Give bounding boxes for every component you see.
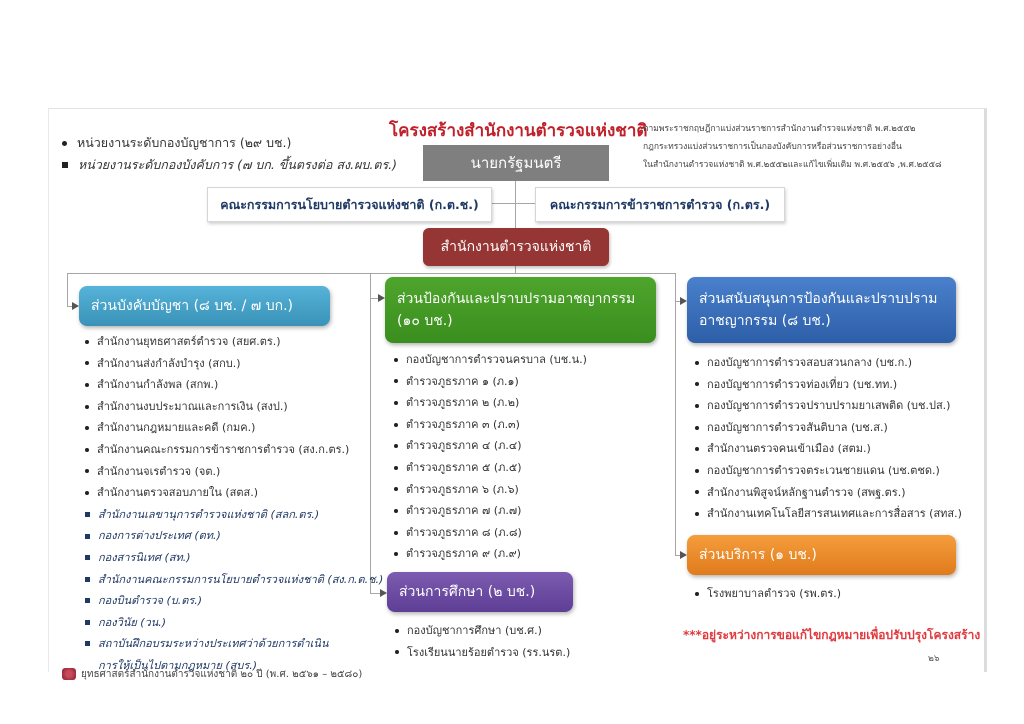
bullet-icon	[85, 448, 89, 452]
bullet-icon	[695, 426, 699, 430]
division-service-header	[687, 535, 956, 575]
command-units-list	[85, 331, 384, 677]
list-item	[85, 547, 370, 569]
list-item-text: กองบัญชาการตำรวจสอบสวนกลาง (บช.ก.)	[707, 356, 913, 369]
list-item	[85, 331, 370, 353]
list-item-text: ตำรวจภูธรภาค ๑ (ภ.๑)	[406, 374, 519, 388]
list-item	[695, 460, 962, 482]
arrow-to-prevention	[378, 294, 385, 302]
legend-item-bch	[62, 132, 397, 154]
restructure-note: ***อยู่ระหว่างการขอแก้ไขกฎหมายเพื่อปรับปรุงโครงสร้าง	[683, 628, 981, 642]
prime-minister-box: นายกรัฐมนตรี	[423, 145, 609, 181]
list-item-text: สำนักงานส่งกำลังบำรุง (สกบ.)	[97, 356, 241, 370]
square-bullet-icon	[85, 512, 90, 517]
division-title: ส่วนบังคับบัญชา (๘ บช. / ๗ บก.)	[91, 298, 294, 314]
bullet-icon	[395, 629, 399, 633]
division-title-line1: ส่วนป้องกันและปราบปรามอาชญากรรม	[397, 291, 636, 307]
legal-line: กฎกระทรวงแบ่งส่วนราชการเป็นกองบังคับการหรือส่วนราชการอย่างอื่น	[643, 142, 902, 152]
division-title-line2: อาชญากรรม (๘ บช.)	[699, 313, 831, 329]
list-item	[85, 353, 370, 375]
bullet-icon	[85, 405, 89, 409]
list-item-text: กองการต่างประเทศ (ตท.)	[98, 529, 221, 543]
list-item-text: สำนักงานตรวจสอบภายใน (สตส.)	[97, 486, 259, 500]
civil-service-commission-box: คณะกรรมการข้าราชการตำรวจ (ก.ตร.)	[535, 187, 785, 222]
list-item-text: สำนักงานกฎหมายและคดี (กมค.)	[97, 421, 256, 435]
bullet-icon	[695, 382, 699, 386]
bullet-icon	[85, 469, 89, 473]
square-bullet-icon	[85, 641, 90, 646]
list-item	[695, 503, 962, 525]
list-item-text: กองวินัย (วน.)	[98, 615, 167, 629]
education-units-list	[395, 620, 570, 663]
list-item	[394, 349, 587, 371]
bullet-icon	[394, 379, 398, 383]
list-item-text: ตำรวจภูธรภาค ๖ (ภ.๖)	[406, 482, 519, 496]
page-number: ๒๖	[928, 654, 940, 664]
footer-text: ยุทธศาสตร์สำนักงานตำรวจแห่งชาติ ๒๐ ปี (พ.ศ. ๒๕๖๑ – ๒๕๘๐)	[81, 668, 363, 680]
square-bullet-icon	[85, 577, 90, 582]
bullet-icon	[394, 531, 398, 535]
list-item	[394, 435, 587, 457]
connector-mid-stub2	[370, 593, 380, 594]
list-item-text: กองบินตำรวจ (บ.ตร.)	[98, 594, 203, 608]
connector-right-vertical	[675, 273, 676, 555]
bullet-icon	[395, 650, 399, 654]
square-bullet-icon	[85, 555, 90, 560]
list-item-text: กองบัญชาการศึกษา (บช.ศ.)	[407, 624, 542, 637]
list-item	[695, 352, 962, 374]
division-title-line1: ส่วนสนับสนุนการป้องกันและปราบปราม	[699, 291, 938, 307]
arrow-to-education	[380, 589, 387, 597]
connector-committees	[490, 203, 535, 204]
square-bullet-icon	[85, 534, 90, 539]
bullet-icon	[394, 358, 398, 362]
bullet-icon	[394, 466, 398, 470]
list-item-text: สำนักงานจเรตำรวจ (จต.)	[97, 464, 221, 478]
square-bullet-icon	[85, 598, 90, 603]
list-item-text: สำนักงานตรวจคนเข้าเมือง (สตม.)	[707, 442, 871, 456]
list-item	[394, 371, 587, 393]
bullet-icon	[85, 426, 89, 430]
service-units-list	[695, 583, 841, 605]
list-item-text: ตำรวจภูธรภาค ๕ (ภ.๕)	[406, 460, 522, 474]
legend-text: หน่วยงานระดับกองบัญชาการ (๒๙ บช.)	[77, 135, 292, 150]
list-item	[85, 525, 370, 547]
list-item-text: สำนักงานเทคโนโลยีสารสนเทศและการสื่อสาร (สทส.)	[707, 507, 962, 521]
list-item	[85, 590, 370, 612]
list-item-text: สำนักงานกำลังพล (สกพ.)	[97, 378, 219, 392]
division-support-header	[687, 277, 956, 343]
division-title: ส่วนบริการ (๑ บช.)	[699, 547, 817, 563]
list-item-text: กองบัญชาการตำรวจนครบาล (บช.น.)	[406, 353, 587, 366]
bullet-icon	[394, 487, 398, 491]
bullet-icon	[695, 361, 699, 365]
list-item-text: ตำรวจภูธรภาค ๙ (ภ.๙)	[406, 547, 521, 561]
list-item-text: ตำรวจภูธรภาค ๓ (ภ.๓)	[406, 417, 520, 431]
bullet-icon	[695, 512, 699, 516]
list-item-text: โรงพยาบาลตำรวจ (รพ.ตร.)	[707, 587, 842, 600]
list-item-text: กองบัญชาการตำรวจปราบปรามยาเสพติด (บช.ปส.)	[707, 399, 951, 413]
bullet-icon	[85, 491, 89, 495]
division-title: ส่วนการศึกษา (๒ บช.)	[399, 584, 536, 600]
bullet-icon	[394, 423, 398, 427]
bullet-icon	[394, 509, 398, 513]
list-item	[395, 620, 570, 642]
list-item	[695, 583, 841, 605]
list-item-text: กองสารนิเทศ (สท.)	[98, 550, 191, 564]
bullet-icon	[695, 447, 699, 451]
bullet-icon	[85, 340, 89, 344]
bullet-icon	[394, 444, 398, 448]
list-item-text: ตำรวจภูธรภาค ๗ (ภ.๗)	[406, 504, 522, 518]
legend	[62, 132, 397, 176]
bullet-icon	[62, 141, 67, 146]
list-item	[394, 457, 587, 479]
royal-thai-police-box: สำนักงานตำรวจแห่งชาติ	[423, 228, 609, 266]
support-units-list	[695, 352, 962, 525]
bullet-icon	[85, 361, 89, 365]
list-item-text: สำนักงานงบประมาณและการเงิน (สงป.)	[97, 399, 288, 413]
bullet-icon	[695, 490, 699, 494]
division-command-header	[79, 286, 330, 326]
bullet-icon	[394, 552, 398, 556]
list-item	[394, 479, 587, 501]
list-item	[85, 439, 370, 461]
legal-basis	[643, 120, 942, 174]
police-emblem-icon	[62, 668, 76, 680]
bullet-icon	[695, 469, 699, 473]
list-item	[394, 543, 587, 565]
division-prevention-header	[385, 277, 656, 343]
list-item	[695, 374, 962, 396]
list-item-text: สำนักงานคณะกรรมการข้าราชการตำรวจ (สง.ก.ตร.)	[97, 442, 350, 456]
square-bullet-icon	[62, 162, 68, 168]
bullet-icon	[695, 404, 699, 408]
list-item	[695, 395, 962, 417]
division-education-header	[387, 572, 573, 612]
list-item	[394, 522, 587, 544]
list-item	[85, 374, 370, 396]
list-item	[85, 461, 370, 483]
list-item-text: สำนักงานยุทธศาสตร์ตำรวจ (สยศ.ตร.)	[97, 335, 281, 348]
connector-horizontal-bus	[67, 273, 675, 274]
list-item	[695, 417, 962, 439]
list-item-text: ตำรวจภูธรภาค ๘ (ภ.๘)	[406, 525, 522, 539]
list-item-text: สำนักงานเลขานุการตำรวจแห่งชาติ (สลก.ตร.)	[98, 507, 320, 521]
list-item-text: โรงเรียนนายร้อยตำรวจ (รร.นรต.)	[407, 645, 571, 659]
list-item-text: กองบัญชาการตำรวจตระเวนชายแดน (บช.ตชด.)	[707, 463, 940, 477]
connector-pm-rtp	[515, 181, 516, 228]
arrow-to-command	[72, 302, 79, 310]
list-item-text: สำนักงานพิสูจน์หลักฐานตำรวจ (สพฐ.ตร.)	[707, 485, 906, 499]
list-item-text: กองบัญชาการตำรวจท่องเที่ยว (บช.ทท.)	[707, 377, 898, 391]
square-bullet-icon	[85, 620, 90, 625]
list-item-text: ตำรวจภูธรภาค ๒ (ภ.๒)	[406, 396, 520, 410]
list-item	[85, 612, 370, 634]
list-item-text: ตำรวจภูธรภาค ๔ (ภ.๔)	[406, 439, 522, 453]
chart-title: โครงสร้างสำนักงานตำรวจแห่งชาติ	[389, 121, 648, 141]
list-item-text: กองบัญชาการตำรวจสันติบาล (บช.ส.)	[707, 420, 888, 434]
list-item	[85, 569, 384, 591]
list-item	[85, 396, 370, 418]
list-item-text: สำนักงานคณะกรรมการนโยบายตำรวจแห่งชาติ (สง.ก.ต.ช.)	[98, 572, 384, 586]
policy-commission-box: คณะกรรมการนโยบายตำรวจแห่งชาติ (ก.ต.ช.)	[207, 187, 492, 222]
list-item	[394, 414, 587, 436]
arrow-to-support	[680, 297, 687, 305]
connector-mid-vertical	[370, 273, 371, 593]
connector-left-vertical	[67, 273, 68, 306]
list-item-text: สถาบันฝึกอบรมระหว่างประเทศว่าด้วยการดำเนินการให้เป็นไปตามกฎหมาย (สบร.)	[98, 637, 329, 672]
legend-text: หน่วยงานระดับกองบังคับการ (๗ บก. ขึ้นตรงต่อ สง.ผบ.ตร.)	[78, 157, 398, 172]
legal-line: ในสำนักงานตำรวจแห่งชาติ พ.ศ.๒๕๕๒และแก้ไขเพิ่มเติม พ.ศ.๒๕๕๖ ,พ.ศ.๒๕๕๘	[643, 160, 942, 170]
footer	[62, 667, 362, 681]
bullet-icon	[394, 401, 398, 405]
list-item	[394, 500, 587, 522]
list-item	[695, 438, 962, 460]
bullet-icon	[85, 383, 89, 387]
list-item	[395, 642, 570, 664]
division-title-line2: (๑๐ บช.)	[397, 313, 453, 329]
arrow-to-service	[680, 551, 687, 559]
prevention-units-list	[394, 349, 587, 565]
legal-line: ตามพระราชกฤษฎีกาแบ่งส่วนราชการสำนักงานตำรวจแห่งชาติ พ.ศ.๒๕๕๒	[643, 124, 916, 134]
legend-item-bk	[62, 154, 397, 176]
list-item	[85, 482, 370, 504]
list-item	[394, 392, 587, 414]
list-item	[85, 417, 370, 439]
bullet-icon	[695, 592, 699, 596]
list-item	[695, 482, 962, 504]
list-item	[85, 504, 370, 526]
